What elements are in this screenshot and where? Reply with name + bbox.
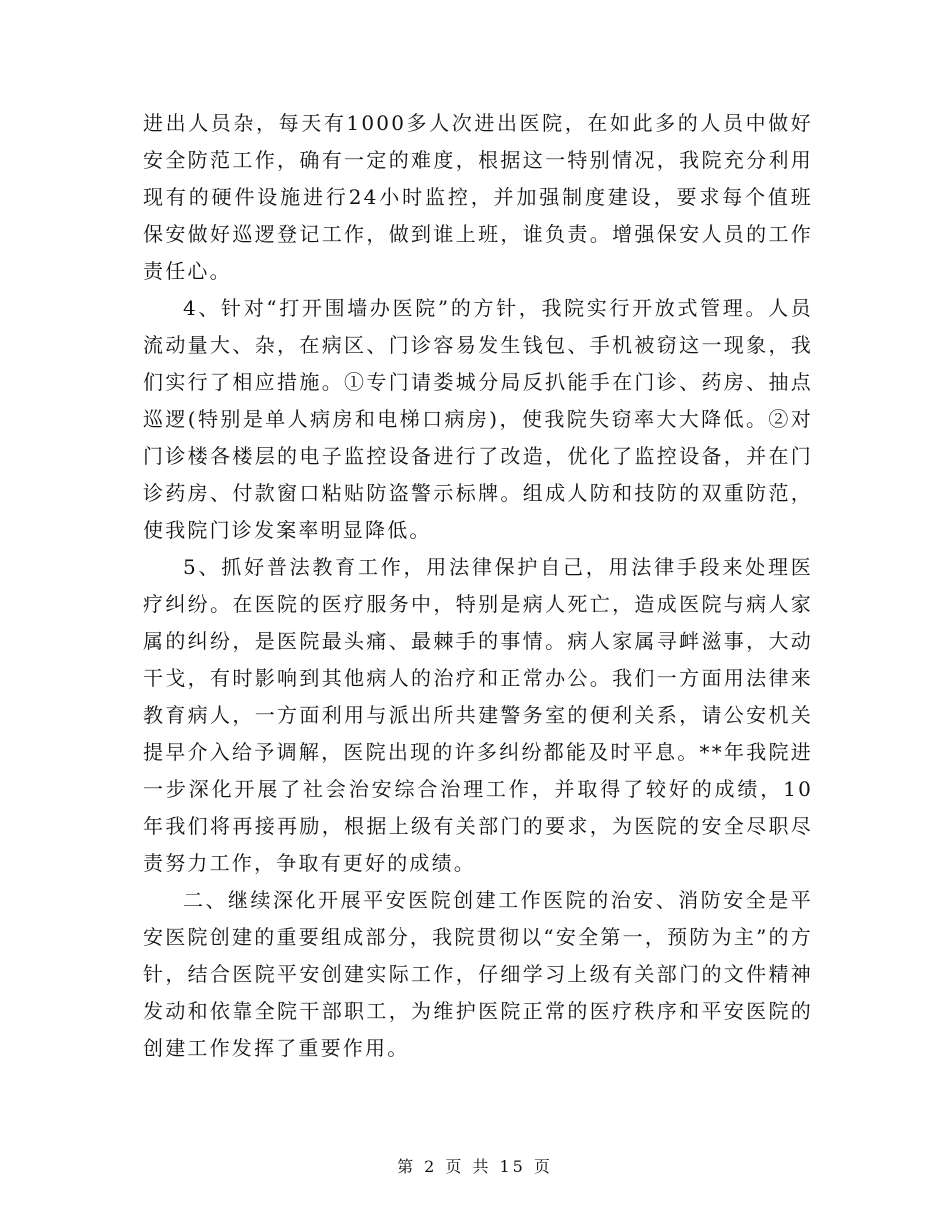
paragraph-item-5: 5、抓好普法教育工作，用法律保护自己，用法律手段来处理医疗纠纷。在医院的医疗服务中，特别是病人死亡，造成医院与病人家属的纠纷，是医院最头痛、最棘手的事情。病人家属寻衅滋事，大动干戈，有时影响到其他病人的治疗和正常办公。我们一方面用法律来教育病人，一方面利用与派出所共建警务室的便利关系，请公安机关提早介入给予调解，医院出现的许多纠纷都能及时平息。**年我院进一步深化开展了社会治安综合治理工作，并取得了较好的成绩，10年我们将再接再励，根据上级有关部门的要求，为医院的安全尽职尽责努力工作，争取有更好的成绩。 bbox=[143, 555, 813, 875]
paragraph-item-4: 4、针对“打开围墙办医院”的方针，我院实行开放式管理。人员流动量大、杂，在病区、门诊容易发生钱包、手机被窃这一现象，我们实行了相应措施。①专门请娄城分局反扒能手在门诊、药房、抽点巡逻(特别是单人病房和电梯口病房)，使我院失窃率大大降低。②对门诊楼各楼层的电子监控设备进行了改造，优化了监控设备，并在门诊药房、付款窗口粘贴防盗警示标牌。组成人防和技防的双重防范，使我院门诊发案率明显降低。 bbox=[143, 296, 813, 542]
document-body bbox=[143, 105, 813, 1067]
page-label-prefix: 第 bbox=[397, 1157, 417, 1176]
page-footer bbox=[0, 1154, 950, 1177]
page-label-suffix: 页 bbox=[533, 1157, 553, 1176]
page-label-mid: 页 共 bbox=[445, 1157, 492, 1176]
current-page-number: 2 bbox=[424, 1157, 438, 1176]
paragraph-continuation: 进出人员杂，每天有1000多人次进出医院，在如此多的人员中做好安全防范工作，确有一定的难度，根据这一特别情况，我院充分利用现有的硬件设施进行24小时监控，并加强制度建设，要求每个值班保安做好巡逻登记工作，做到谁上班，谁负责。增强保安人员的工作责任心。 bbox=[143, 111, 813, 283]
total-pages-number: 15 bbox=[499, 1157, 526, 1176]
paragraph-section-two: 二、继续深化开展平安医院创建工作医院的治安、消防安全是平安医院创建的重要组成部分，我院贯彻以“安全第一，预防为主”的方针，结合医院平安创建实际工作，仔细学习上级有关部门的文件精神发动和依靠全院干部职工，为维护医院正常的医疗秩序和平安医院的创建工作发挥了重要作用。 bbox=[143, 888, 813, 1060]
